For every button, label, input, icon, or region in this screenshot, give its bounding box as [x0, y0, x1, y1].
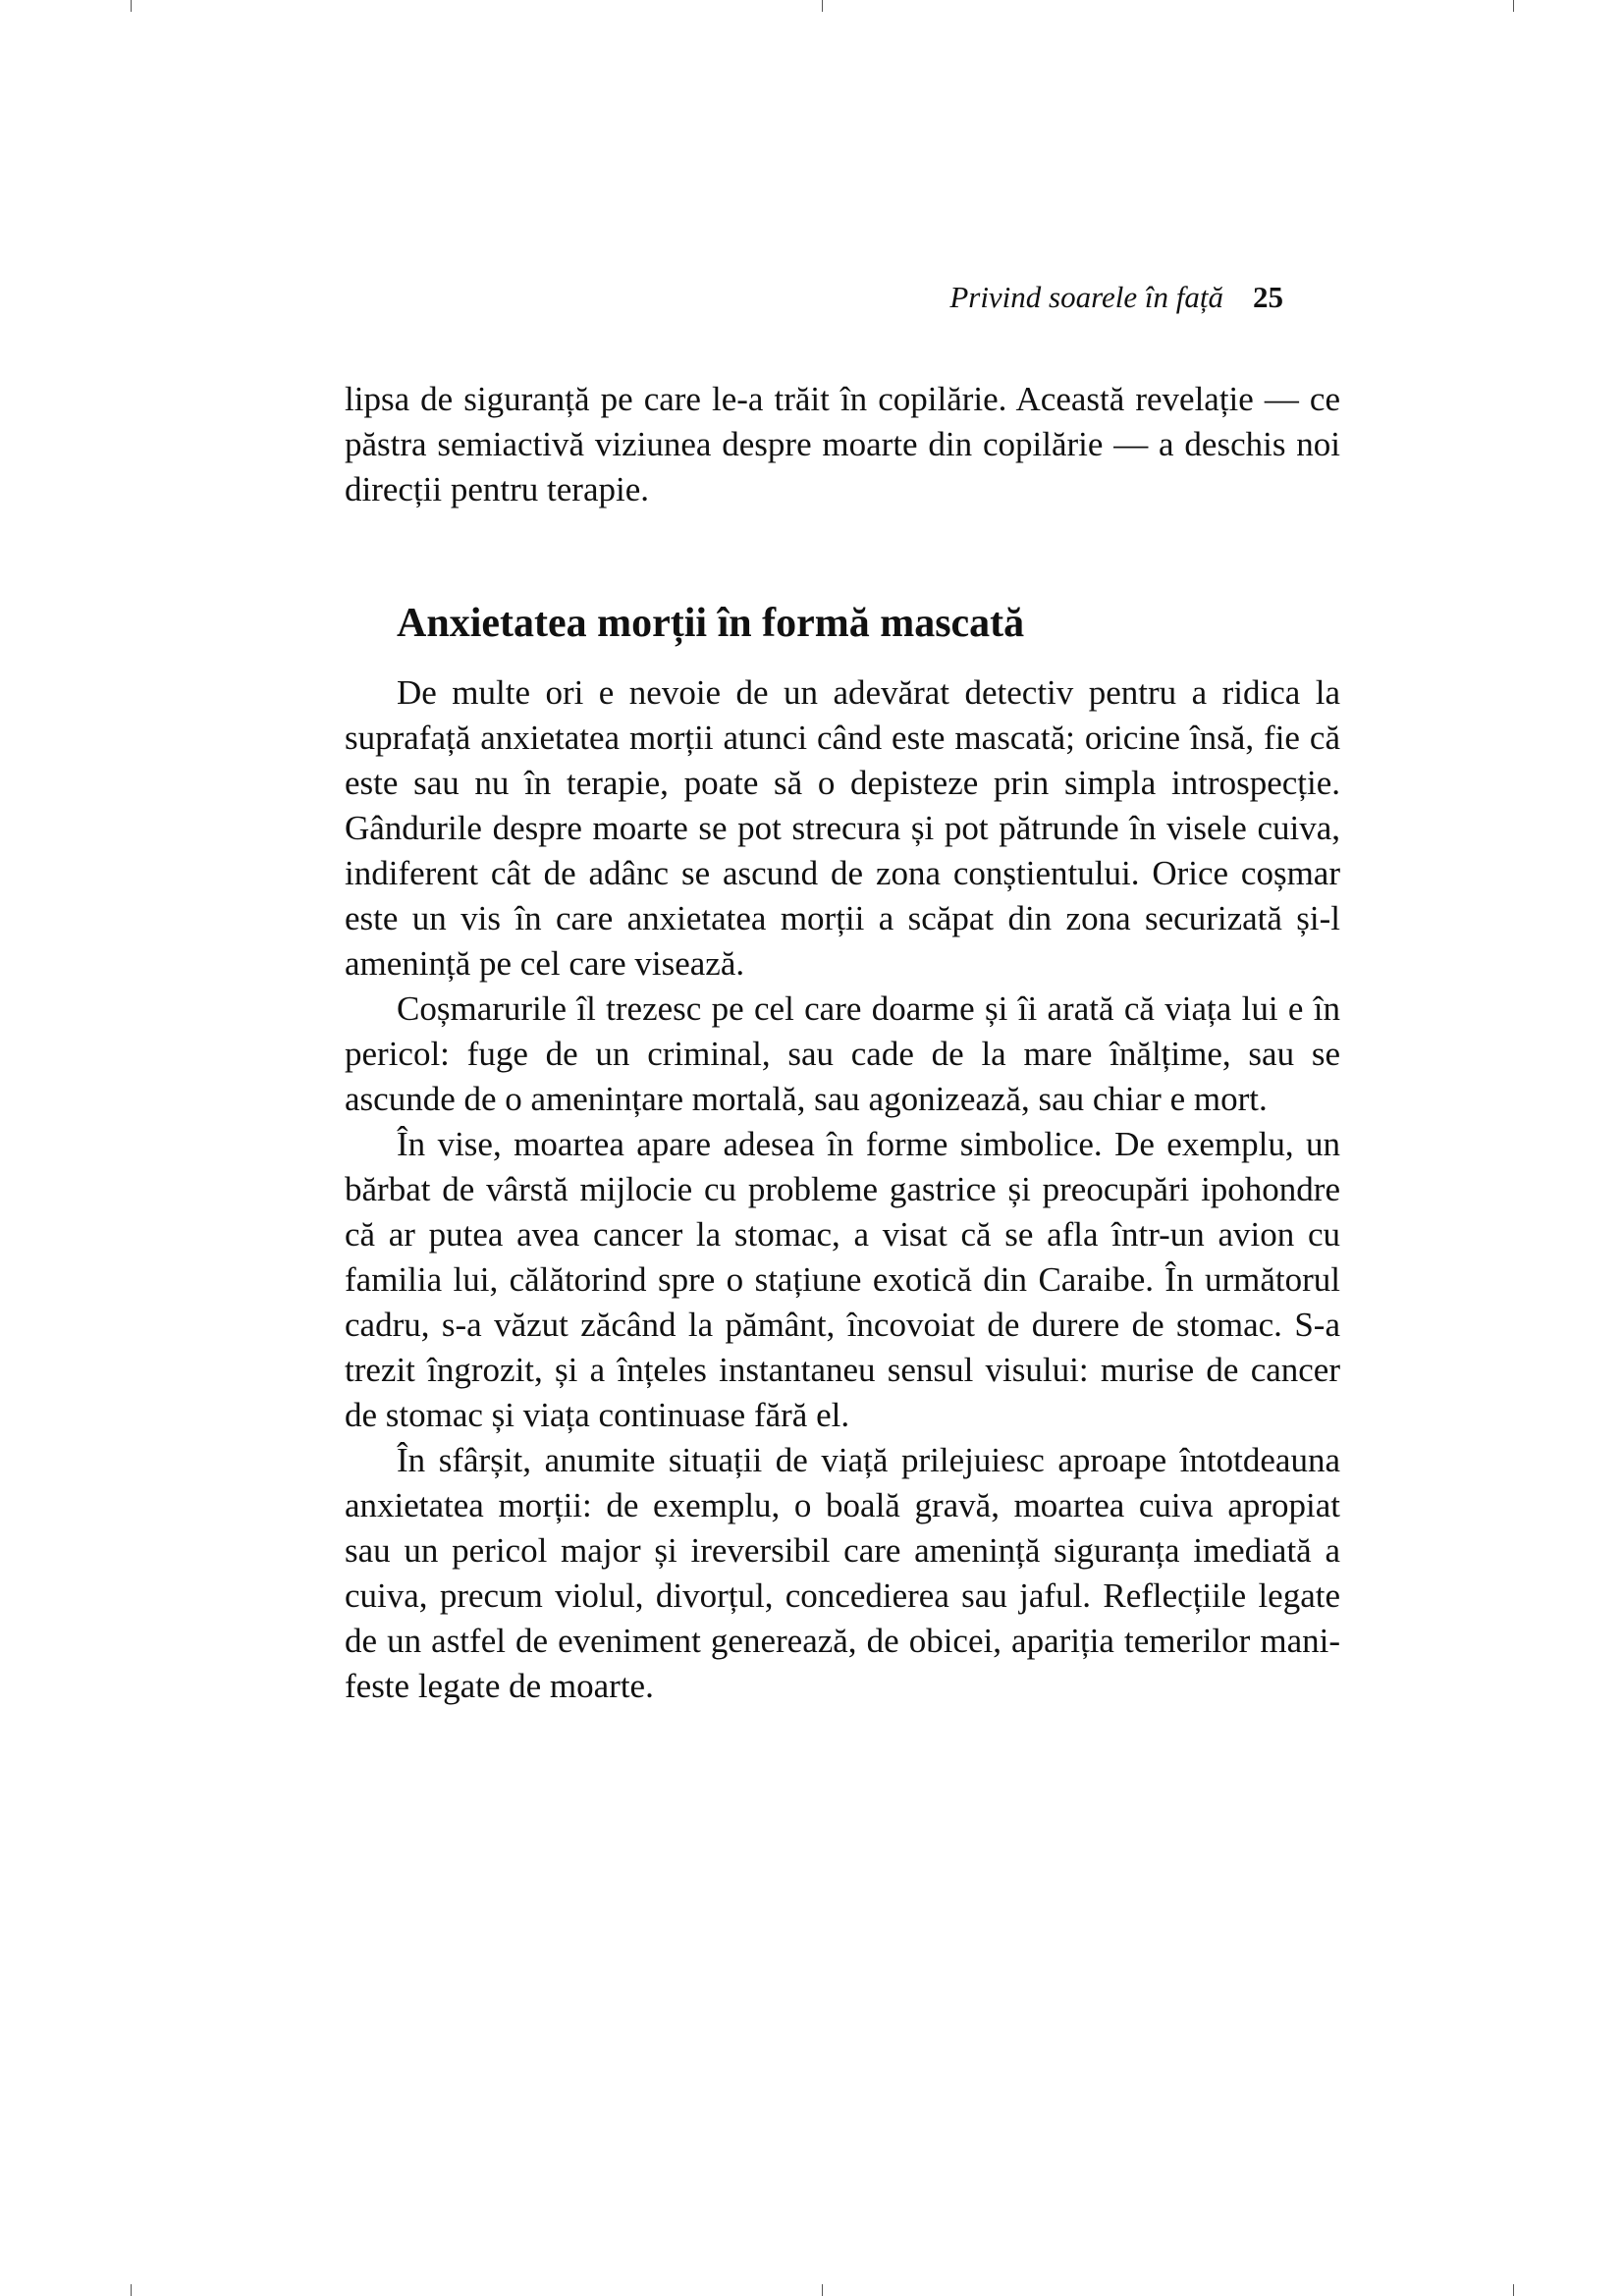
section-heading: Anxietatea morții în formă mascată	[397, 601, 1025, 646]
paragraph: În sfârșit, anumite situații de viață prilejuiesc aproape întotdeauna anxietatea morții: de exemplu, o boală gravă, moartea cuiva apropiat sau un pericol major și ireversibil care amenință siguranța imediată a cuiva, precum violul, divorțul, concedierea sau jaful. Reflecțiile legate de un astfel de eveniment generează, de obicei, apariția temerilor manifeste legate de moarte.	[345, 1441, 1340, 1705]
crop-mark	[131, 2284, 132, 2296]
running-title: Privind soarele în față	[949, 280, 1223, 314]
section-body	[345, 670, 1340, 1709]
page-number: 25	[1253, 280, 1283, 314]
crop-mark	[1513, 0, 1514, 12]
crop-mark	[822, 2284, 823, 2296]
running-head	[949, 278, 1283, 317]
paragraph: lipsa de siguranță pe care le-a trăit în copilărie. Această revelație — ce păstra semiactivă viziunea despre moarte din copilărie — a deschis noi direcții pentru terapie.	[345, 380, 1340, 508]
paragraph: În vise, moartea apare adesea în forme simbolice. De exemplu, un bărbat de vârstă mijlocie cu probleme gastrice și preocupări ipohondre că ar putea avea cancer la stomac, a visat că se afla într-un avion cu familia lui, călătorind spre o stațiune exotică din Caraibe. În următorul cadru, s-a văzut zăcând la pământ, încovoiat de durere de stomac. S-a trezit îngrozit, și a înțeles instantaneu sensul visului: murise de cancer de stomac și viața continuase fără el.	[345, 1125, 1340, 1434]
crop-mark	[131, 0, 132, 12]
paragraph: De multe ori e nevoie de un adevărat detectiv pentru a ridica la suprafață anxietatea morții atunci când este mascată; oricine însă, fie că este sau nu în terapie, poate să o depisteze prin simpla introspecție. Gândurile despre moarte se pot strecura și pot pătrunde în visele cuiva, indiferent cât de adânc se ascund de zona conștientului. Orice coșmar este un vis în care anxietatea morții a scăpat din zona securizată și-l amenință pe cel care visează.	[345, 673, 1340, 983]
crop-mark	[822, 0, 823, 12]
crop-mark	[1513, 2284, 1514, 2296]
intro-text	[345, 377, 1340, 512]
paragraph: Coșmarurile îl trezesc pe cel care doarme și îi arată că viața lui e în pericol: fuge de un criminal, sau cade de la mare înălțime, sau se ascunde de o amenințare mortală, sau agonizează, sau chiar e mort.	[345, 989, 1340, 1118]
